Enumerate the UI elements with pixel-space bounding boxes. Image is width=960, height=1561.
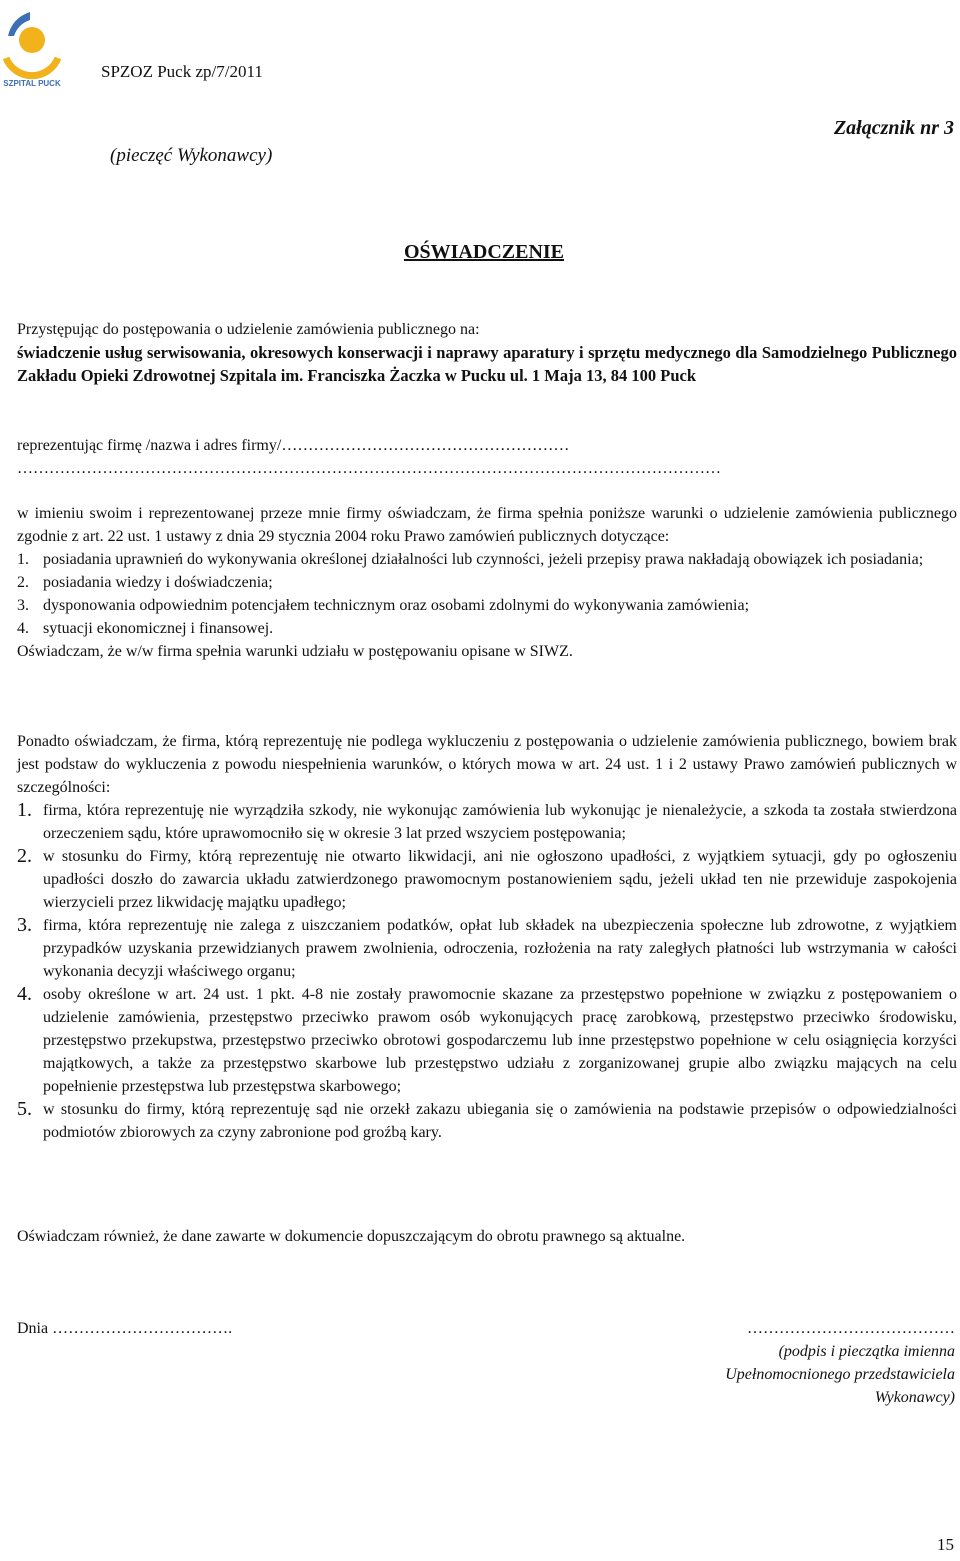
intro-line: Przystępując do postępowania o udzielenie zamówienia publicznego na: <box>17 321 480 338</box>
exclusion-list <box>17 799 957 1144</box>
exclusion-intro: Ponadto oświadczam, że firma, którą reprezentuję nie podlega wykluczeniu z postępowania o udzielenie zamówienia publicznego, bowiem brak jest podstaw do wykluczenia z powodu niespełnienia warunków, o których mowa w art. 24 ust. 1 i 2 ustawy Prawo zamówień publicznych w szczególności: <box>17 733 957 796</box>
firm-dots-2: …………………………………………………………………………………………………………………… <box>17 460 721 477</box>
list-item-text: posiadania wiedzy i doświadczenia; <box>43 574 273 591</box>
firm-label: reprezentując firmę /nazwa i adres firmy/ <box>17 437 282 454</box>
list-item-text: posiadania uprawnień do wykonywania określonej działalności lub czynności, jeżeli przepisy prawa nakładają obowiązek ich posiadania; <box>43 551 924 568</box>
conditions-closing: Oświadczam, że w/w firma spełnia warunki udziału w postępowaniu opisane w SIWZ. <box>17 643 573 660</box>
hospital-logo <box>0 0 64 94</box>
list-item-number: 4. <box>17 620 29 637</box>
exclusion-section <box>17 730 957 1144</box>
logo-text: SZPITAL PUCK <box>3 79 61 88</box>
list-item-text: w stosunku do Firmy, którą reprezentuję nie otwarto likwidacji, ani nie ogłoszono upadłości, z wyjątkiem sytuacji, gdy po ogłoszeniu upadłości doszło do zawarcia układu zatwierdzonego prawomocnym postanowieniem sądu, jeżeli układ ten nie przewiduje zaspokojenia wierzycieli przez likwidację majątku upadłego; <box>43 848 957 911</box>
conditions-section <box>17 502 957 663</box>
list-item <box>17 594 957 617</box>
attachment-number: Załącznik nr 3 <box>833 117 954 139</box>
page-number: 15 <box>937 1535 954 1554</box>
list-item-text: firma, która reprezentuję nie zalega z uiszczaniem podatków, opłat lub składek na ubezpieczenia społeczne lub zdrowotne, z wyjątkiem przypadków uzyskania przewidzianych prawem zwolnienia, odroczenia, rozłożenia na raty zaległych płatności lub wstrzymania w całości wykonania decyzji właściwego organu; <box>43 917 957 980</box>
list-item-number: 1. <box>17 799 32 821</box>
list-item-number: 4. <box>17 983 32 1005</box>
list-item <box>17 983 957 1098</box>
signature-caption-1: (podpis i pieczątka imienna <box>778 1343 955 1360</box>
intro-section <box>17 318 957 387</box>
list-item-text: w stosunku do firmy, którą reprezentuję sąd nie orzekł zakazu ubiegania się o zamówienia na podstawie przepisów o odpowiedzialności podmiotów zbiorowych za czyny zabronione pod groźbą kary. <box>43 1101 957 1141</box>
signature-caption-3: Wykonawcy) <box>874 1389 955 1406</box>
list-item <box>17 548 957 571</box>
list-item <box>17 1098 957 1144</box>
list-item-text: firma, która reprezentuję nie wyrządziła szkody, nie wykonując zamówienia lub wykonując je nienależycie, a szkoda ta została stwierdzona orzeczeniem sądu, które uprawomocniło się w okresie 3 lat przed wszyciem postępowania; <box>43 802 957 842</box>
list-item <box>17 914 957 983</box>
list-item-number: 2. <box>17 845 32 867</box>
signature-block <box>725 1317 955 1409</box>
list-item-number: 3. <box>17 914 32 936</box>
list-item-number: 3. <box>17 597 29 614</box>
date-field: Dnia ……………………………. <box>17 1320 233 1337</box>
document-reference: SPZOZ Puck zp/7/2011 <box>101 62 263 81</box>
list-item-text: sytuacji ekonomicznej i finansowej. <box>43 620 274 637</box>
document-title: OŚWIADCZENIE <box>403 241 565 263</box>
firm-dots-1: ……………………………………………… <box>281 437 570 454</box>
list-item-text: dysponowania odpowiednim potencjałem technicznym oraz osobami zdolnymi do wykonywania zamówienia; <box>43 597 750 614</box>
contractor-stamp-label: (pieczęć Wykonawcy) <box>110 145 273 166</box>
conditions-intro: w imieniu swoim i reprezentowanej przeze mnie firmy oświadczam, że firma spełnia poniższe warunki o udzielenie zamówienia publicznego zgodnie z art. 22 ust. 1 ustawy z dnia 29 stycznia 2004 roku Prawo zamówień publicznych dotyczące: <box>17 505 957 545</box>
conditions-list <box>17 548 957 640</box>
list-item <box>17 617 957 640</box>
firm-section <box>17 434 957 480</box>
list-item <box>17 845 957 914</box>
list-item <box>17 571 957 594</box>
list-item-text: osoby określone w art. 24 ust. 1 pkt. 4-8 nie zostały prawomocnie skazane za przestępstwo popełnione w związku z postępowaniem o udzielenie zamówienia, przestępstwo przeciwko prawom osób wykonujących pracę zarobkową, przestępstwo przeciwko środowisku, przestępstwo przekupstwa, przestępstwo przeciwko obrotowi gospodarczemu lub inne przestępstwo popełnione w celu osiągnięcia korzyści majątkowych, a także za przestępstwo skarbowe lub przestępstwo udziału z zorganizowanej grupie albo związku mających na celu popełnienie przestępstwa lub przestępstwa skarbowego; <box>43 986 957 1095</box>
list-item <box>17 799 957 845</box>
contract-subject: świadczenie usług serwisowania, okresowych konserwacji i naprawy aparatury i sprzętu medycznego dla Samodzielnego Publicznego Zakładu Opieki Zdrowotnej Szpitala im. Franciszka Żaczka w Pucku ul. 1 Maja 13, 84 100 Puck <box>17 343 957 385</box>
signature-caption-2: Upełnomocnionego przedstawiciela <box>725 1366 955 1383</box>
list-item-number: 2. <box>17 574 29 591</box>
list-item-number: 5. <box>17 1098 32 1120</box>
final-statement: Oświadczam również, że dane zawarte w dokumencie dopuszczającym do obrotu prawnego są aktualne. <box>17 1228 686 1245</box>
signature-dots: ………………………………… <box>747 1320 955 1337</box>
list-item-number: 1. <box>17 551 29 568</box>
